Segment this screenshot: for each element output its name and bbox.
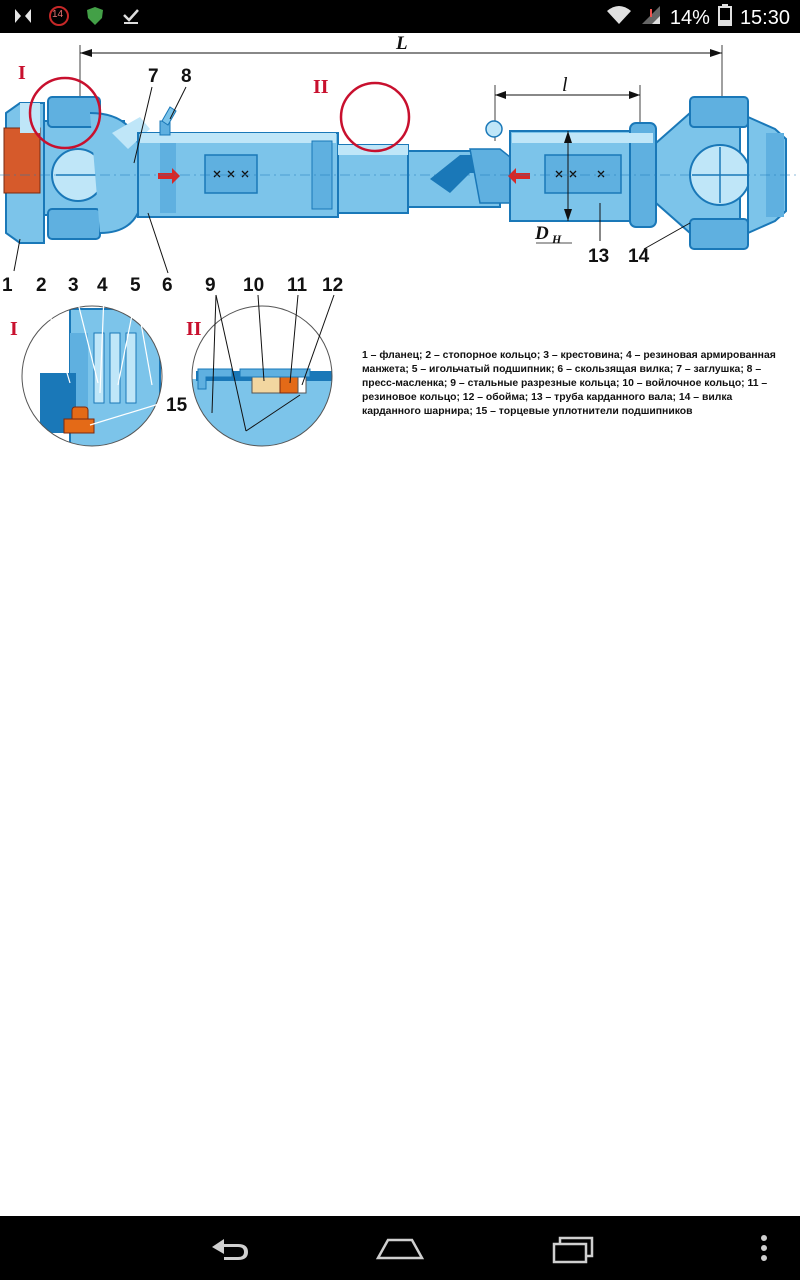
detail-I-label: I xyxy=(10,318,18,340)
sliding-yoke xyxy=(138,107,338,217)
home-button[interactable] xyxy=(370,1230,430,1266)
battery-percent: 14% xyxy=(669,6,710,29)
callout-1: 1 xyxy=(2,275,13,296)
home-icon xyxy=(370,1230,430,1266)
callout-12: 12 xyxy=(322,275,344,296)
spline-shaft xyxy=(338,121,510,213)
battery-icon xyxy=(718,4,732,32)
detail-II-marker: II xyxy=(313,76,329,98)
callout-9: 9 xyxy=(205,275,216,296)
legend-text: 1 – фланец; 2 – стопорное кольцо; 3 – крестовина; 4 – резиновая армированная манжета; 5 – игольчатый подшипник; 6 – скользящая вилка; 7 – заглушка; 8 – пресс-масленка; 9 – стальные разрезные кольца; 10 – войлочное кольцо; 11 – резиновое кольцо; 12 – обойма; 13 – труба карданного вала; 14 – вилка карданного шарнира; 15 – торцевые уплотнители подшипников xyxy=(362,350,776,417)
callout-5: 5 xyxy=(130,275,141,296)
callout-13: 13 xyxy=(588,246,610,267)
callout-14: 14 xyxy=(628,246,650,267)
image-viewer[interactable] xyxy=(0,33,800,1216)
wifi-icon xyxy=(606,5,632,31)
back-button[interactable] xyxy=(198,1230,258,1266)
shield-icon xyxy=(84,5,106,27)
callout-11: 11 xyxy=(287,275,308,296)
callout-2: 2 xyxy=(36,275,47,296)
universal-joint-left xyxy=(44,97,150,239)
callout-10: 10 xyxy=(243,275,265,296)
recent-apps-button[interactable] xyxy=(542,1230,602,1266)
callout-4: 4 xyxy=(97,275,108,296)
label-L: L xyxy=(396,33,408,54)
detail-II-view xyxy=(190,295,340,453)
recent-apps-icon xyxy=(542,1230,602,1266)
callout-7: 7 xyxy=(148,66,159,87)
overflow-menu-button[interactable] xyxy=(740,1230,780,1266)
flange-left xyxy=(4,103,44,243)
callout-15: 15 xyxy=(166,395,188,416)
download-done-icon xyxy=(120,5,142,27)
label-D: D xyxy=(535,223,549,244)
callout-8: 8 xyxy=(181,66,192,87)
menu-icon xyxy=(740,1230,780,1266)
signal-icon xyxy=(640,5,662,31)
status-bar xyxy=(0,0,800,33)
navigation-bar xyxy=(0,1216,800,1280)
back-icon xyxy=(198,1230,258,1266)
callout-6: 6 xyxy=(162,275,173,296)
label-D-subscript: H xyxy=(552,232,562,246)
universal-joint-right xyxy=(656,97,786,249)
detail-I-marker: I xyxy=(18,62,26,84)
detail-II-circle xyxy=(341,83,409,151)
notification-count: 14 xyxy=(52,9,64,20)
label-l: l xyxy=(562,74,568,96)
detail-II-label: II xyxy=(186,318,202,340)
dimension-L xyxy=(80,33,722,133)
clock: 15:30 xyxy=(739,6,790,29)
callout-3: 3 xyxy=(68,275,79,296)
media-icon xyxy=(12,5,34,27)
detail-I-view xyxy=(20,295,170,453)
